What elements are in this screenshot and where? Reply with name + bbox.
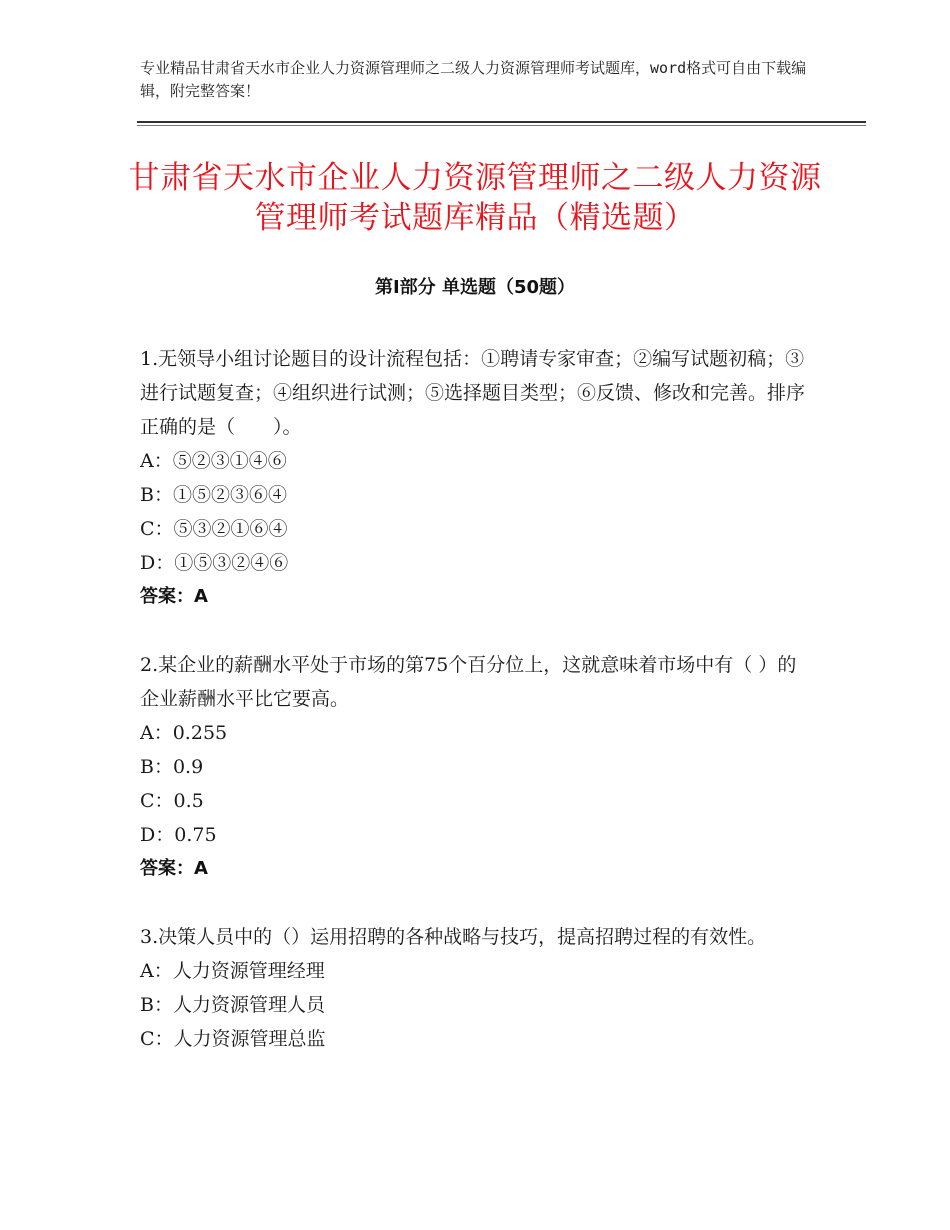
question-stem: 1.无领导小组讨论题目的设计流程包括：①聘请专家审查；②编写试题初稿；③进行试题复查；④组织进行试测；⑤选择题目类型；⑥反馈、修改和完善。排序正确的是（ ）。 (140, 348, 806, 438)
option-c: C：⑤③②①⑥④ (140, 518, 288, 540)
option-a: A：0.255 (140, 722, 228, 744)
option-d: D：①⑤③②④⑥ (140, 552, 289, 574)
option-a: A：⑤②③①④⑥ (140, 450, 287, 472)
answer-label: 答案：A (140, 586, 208, 607)
option-d: D：0.75 (140, 824, 217, 846)
option-b: B：人力资源管理人员 (140, 994, 325, 1016)
question-stem: 2.某企业的薪酬水平处于市场的第75个百分位上，这就意味着市场中有（ ）的企业薪酬水平比它要高。 (140, 654, 797, 710)
question-list (140, 342, 812, 1090)
document-title: 甘肃省天水市企业人力资源管理师之二级人力资源管理师考试题库精品（精选题） (128, 160, 822, 236)
question-item (140, 648, 812, 886)
option-c: C：0.5 (140, 790, 204, 812)
question-item (140, 920, 812, 1056)
question-stem: 3.决策人员中的（）运用招聘的各种战略与技巧，提高招聘过程的有效性。 (140, 926, 767, 948)
section-title: 第Ⅰ部分 单选题（50题） (374, 277, 575, 298)
option-c: C：人力资源管理总监 (140, 1028, 326, 1050)
option-b: B：①⑤②③⑥④ (140, 484, 287, 506)
header-divider-thin (137, 125, 866, 126)
answer-label: 答案：A (140, 858, 208, 879)
option-b: B：0.9 (140, 756, 204, 778)
option-a: A：人力资源管理经理 (140, 960, 325, 982)
question-item (140, 342, 812, 614)
header-note: 专业精品甘肃省天水市企业人力资源管理师之二级人力资源管理师考试题库，word格式可自由下载编辑，附完整答案！ (140, 59, 807, 100)
header-divider-thick (137, 121, 866, 123)
